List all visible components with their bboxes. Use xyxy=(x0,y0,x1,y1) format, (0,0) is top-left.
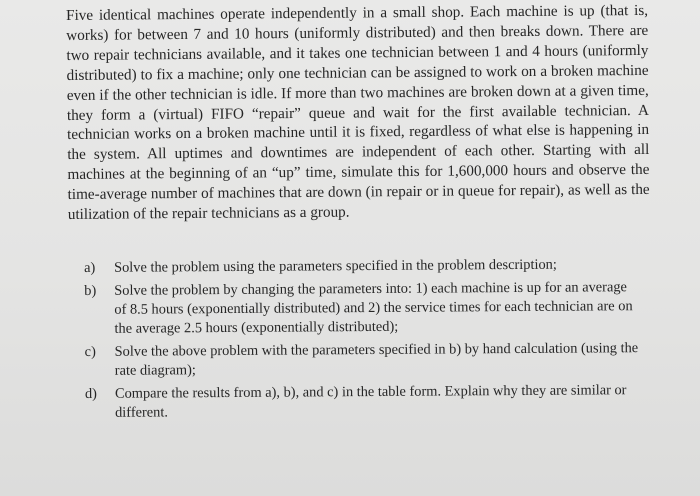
question-text: Solve the problem using the parameters specified in the problem description; xyxy=(114,256,557,276)
question-label: a) xyxy=(84,259,96,276)
question-text: Compare the results from a), b), and c) in the table form. Explain why they are similar or different. xyxy=(114,382,627,421)
question-item xyxy=(84,278,640,339)
question-item xyxy=(85,381,641,423)
question-label: d) xyxy=(84,385,97,402)
question-text: Solve the problem by changing the parameters into: 1) each machine is up for an average of 8.5 hours (exponentially distributed) and 2) the service times for each technician are on the average 2.5 hours (exponentially distributed); xyxy=(114,279,633,337)
question-list xyxy=(84,255,641,427)
question-item xyxy=(84,255,640,278)
question-label: c) xyxy=(84,343,96,360)
problem-statement: Five identical machines operate independently in a small shop. Each machine is up (that is, works) for between 7 and 10 hours (uniformly distributed) and then breaks down. There are two repair technicians available, and it takes one technician between 1 and 4 hours (uniformly distributed) to fix a machine; only one technician can be assigned to work on a broken machine even if the other technician is idle. If more than two machines are broken down at a given time, they form a (virtual) FIFO “repair” queue and wait for the first available technician. A technician works on a broken machine until it is fixed, regardless of what else is happening in the system. All uptimes and downtimes are independent of each other. Starting with all machines at the beginning of an “up” time, simulate this for 1,600,000 hours and observe the time-average number of machines that are down (in repair or in queue for repair), as well as the utilization of the repair technicians as a group. xyxy=(66,1,650,224)
question-label: b) xyxy=(84,282,97,299)
question-item xyxy=(85,339,641,381)
question-text: Solve the above problem with the parameters specified in b) by hand calculation (using the rate diagram); xyxy=(114,340,639,379)
